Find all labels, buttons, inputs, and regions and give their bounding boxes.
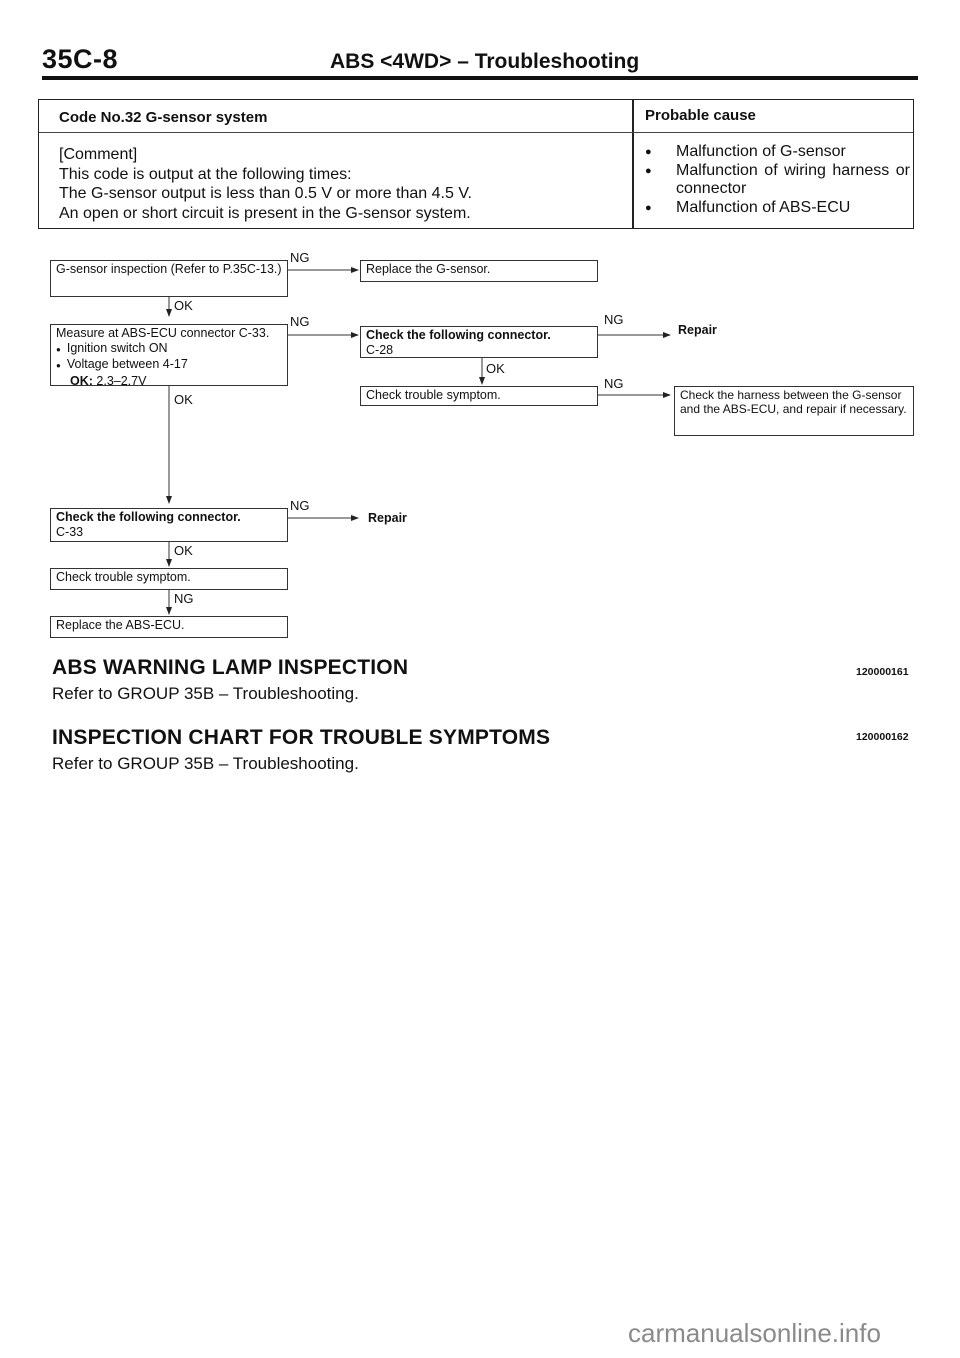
- check-trouble-box-2: Check trouble symptom.: [50, 568, 288, 590]
- section-code: 120000161: [856, 666, 909, 678]
- code-title: Code No.32 G-sensor system: [59, 109, 268, 126]
- check-trouble-box-1: Check trouble symptom.: [360, 386, 598, 406]
- section-heading: INSPECTION CHART FOR TROUBLE SYMPTOMS: [52, 726, 551, 749]
- check-connector-c33-box: Check the following connector. C-33: [50, 508, 288, 542]
- bullet-icon: ●: [645, 146, 652, 158]
- comment-line: The G-sensor output is less than 0.5 V or more than 4.5 V.: [59, 185, 472, 202]
- ng-label: NG: [604, 312, 624, 327]
- gsensor-inspection-box: G-sensor inspection (Refer to P.35C-13.): [50, 260, 288, 297]
- cause-item: ● Malfunction of wiring harness or connector: [645, 161, 910, 197]
- ng-label: NG: [290, 498, 310, 513]
- measure-box: Measure at ABS-ECU connector C-33. ● Ignition switch ON ● Voltage between 4-17 OK: 2.3–2.7V: [50, 324, 288, 386]
- repair-label: Repair: [678, 323, 717, 337]
- section-text: Refer to GROUP 35B – Troubleshooting.: [52, 684, 359, 703]
- replace-ecu-box: Replace the ABS-ECU.: [50, 616, 288, 638]
- probable-cause-title: Probable cause: [645, 107, 756, 124]
- measure-ok: OK: 2.3–2.7V: [70, 373, 147, 388]
- section-text: Refer to GROUP 35B – Troubleshooting.: [52, 754, 359, 773]
- bullet-icon: ●: [645, 201, 652, 214]
- comment-line: This code is output at the following times:: [59, 165, 352, 183]
- measure-bullet: ● Voltage between 4-17: [56, 357, 188, 371]
- check-connector-c28-box: Check the following connector. C-28: [360, 326, 598, 358]
- comment-label: [Comment]: [59, 146, 138, 163]
- ng-label: NG: [290, 250, 310, 265]
- section-code: 120000162: [856, 731, 909, 743]
- measure-bullet: ● Ignition switch ON: [56, 340, 168, 355]
- ok-label: OK: [174, 298, 193, 313]
- watermark: carmanualsonline.info: [628, 1318, 881, 1348]
- page-title: ABS <4WD> – Troubleshooting: [330, 50, 640, 73]
- replace-gsensor-box: Replace the G-sensor.: [360, 260, 598, 282]
- ok-label: OK: [486, 361, 505, 376]
- ok-label: OK: [174, 543, 193, 558]
- comment-line: An open or short circuit is present in the G-sensor system.: [59, 204, 471, 222]
- check-harness-box: Check the harness between the G-sensor and the ABS-ECU, and repair if necessary.: [674, 386, 914, 436]
- section-heading: ABS WARNING LAMP INSPECTION: [52, 656, 409, 679]
- page-number: 35C-8: [42, 44, 119, 74]
- ok-label: OK: [174, 392, 193, 407]
- ng-label: NG: [604, 376, 624, 391]
- bullet-icon: ●: [645, 164, 652, 177]
- cause-item: ● Malfunction of G-sensor: [645, 143, 846, 160]
- repair-label: Repair: [368, 511, 407, 525]
- ng-label: NG: [174, 591, 194, 606]
- cause-item: ● Malfunction of ABS-ECU: [645, 198, 851, 216]
- ng-label: NG: [290, 314, 310, 329]
